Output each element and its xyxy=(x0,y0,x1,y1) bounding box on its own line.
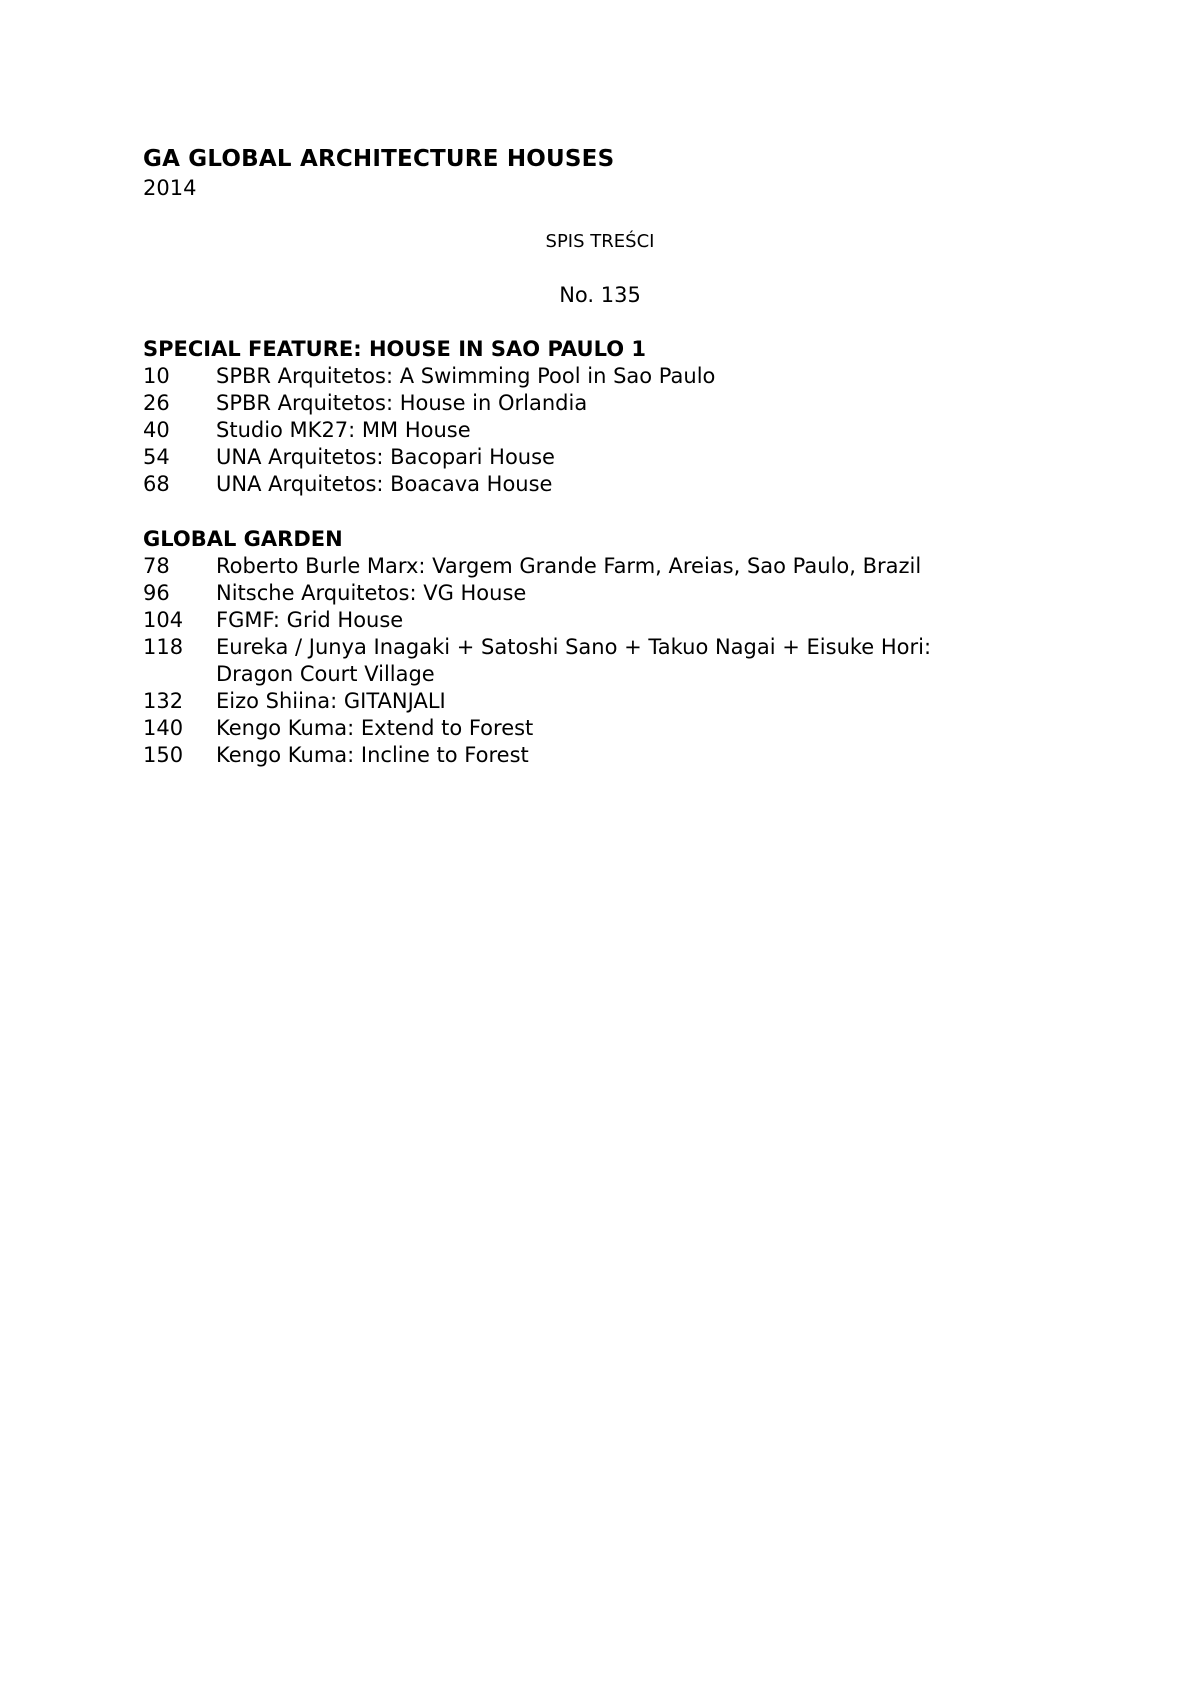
toc-entry xyxy=(143,363,1043,390)
toc-entry-page-number: 78 xyxy=(143,554,170,578)
toc-entry xyxy=(143,471,1043,498)
toc-entry-title: Eizo Shiina: GITANJALI xyxy=(216,689,446,713)
toc-entry-page-number: 132 xyxy=(143,689,184,713)
toc-entry-title: Kengo Kuma: Incline to Forest xyxy=(216,743,529,767)
toc-entry xyxy=(143,742,1043,769)
document-year: 2014 xyxy=(143,176,197,200)
toc-entry-page-number: 26 xyxy=(143,391,170,415)
toc-entry-page-number: 96 xyxy=(143,581,170,605)
section-entries xyxy=(143,363,1043,498)
toc-entry-page-number: 68 xyxy=(143,472,170,496)
toc-entry-title: UNA Arquitetos: Bacopari House xyxy=(216,445,555,469)
toc-entry-page-number: 140 xyxy=(143,716,184,740)
toc-entry-title: Nitsche Arquitetos: VG House xyxy=(216,581,527,605)
issue-number: No. 135 xyxy=(559,283,641,307)
toc-entry xyxy=(143,444,1043,471)
toc-entry xyxy=(143,580,1043,607)
toc-entry xyxy=(143,661,1043,688)
toc-entry xyxy=(143,417,1043,444)
toc-entry-title: SPBR Arquitetos: House in Orlandia xyxy=(216,391,588,415)
toc-entry-page-number: 54 xyxy=(143,445,170,469)
toc-heading: SPIS TREŚCI xyxy=(545,231,655,252)
toc-entry-title: Dragon Court Village xyxy=(216,662,435,686)
toc-section-special-feature xyxy=(143,336,1043,498)
toc-entry xyxy=(143,715,1043,742)
toc-entry xyxy=(143,553,1043,580)
toc-entry-title: Roberto Burle Marx: Vargem Grande Farm, Areias, Sao Paulo, Brazil xyxy=(216,554,922,578)
section-title: SPECIAL FEATURE: HOUSE IN SAO PAULO 1 xyxy=(143,337,646,361)
toc-entry-title: Eureka / Junya Inagaki + Satoshi Sano + Takuo Nagai + Eisuke Hori: xyxy=(216,635,932,659)
toc-section-global-garden xyxy=(143,526,1043,769)
toc-entry xyxy=(143,607,1043,634)
toc-entry-page-number: 40 xyxy=(143,418,170,442)
toc-entry-page-number: 150 xyxy=(143,743,184,767)
toc-entry-title: Studio MK27: MM House xyxy=(216,418,471,442)
toc-entry-title: FGMF: Grid House xyxy=(216,608,404,632)
document-title: GA GLOBAL ARCHITECTURE HOUSES xyxy=(143,146,615,172)
toc-entry-title: Kengo Kuma: Extend to Forest xyxy=(216,716,534,740)
section-entries xyxy=(143,553,1043,769)
toc-entry-page-number: 118 xyxy=(143,635,184,659)
section-title: GLOBAL GARDEN xyxy=(143,527,343,551)
toc-entry-title: SPBR Arquitetos: A Swimming Pool in Sao Paulo xyxy=(216,364,716,388)
toc-entry-page-number: 104 xyxy=(143,608,184,632)
toc-entry xyxy=(143,688,1043,715)
toc-entry-page-number: 10 xyxy=(143,364,170,388)
toc-entry-page-number xyxy=(143,661,216,688)
toc-entry xyxy=(143,390,1043,417)
toc-entry-title: UNA Arquitetos: Boacava House xyxy=(216,472,553,496)
toc-entry xyxy=(143,634,1043,661)
